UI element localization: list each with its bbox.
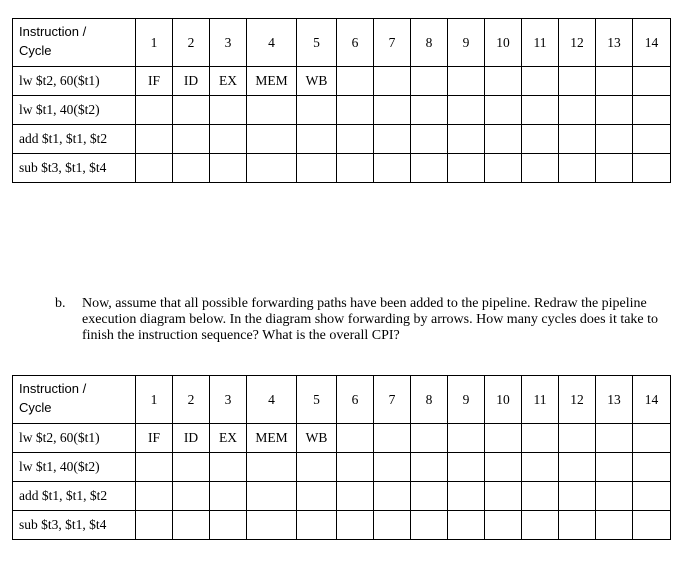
stage-cell <box>210 154 247 183</box>
header-label-line1: Instruction / <box>19 381 87 396</box>
cycle-number: 11 <box>522 376 559 424</box>
stage-cell <box>522 96 559 125</box>
stage-cell <box>297 125 337 154</box>
cycle-number: 2 <box>173 19 210 67</box>
stage-cell <box>297 453 337 482</box>
header-label-line2: Cycle <box>19 43 52 58</box>
instruction-row <box>13 424 671 453</box>
stage-cell <box>297 511 337 540</box>
stage-cell <box>596 67 633 96</box>
stage-cell <box>337 511 374 540</box>
stage-cell: IF <box>136 424 173 453</box>
stage-cell <box>374 482 411 511</box>
stage-cell <box>448 482 485 511</box>
stage-cell <box>210 482 247 511</box>
stage-cell <box>297 96 337 125</box>
stage-cell <box>559 482 596 511</box>
stage-cell <box>297 482 337 511</box>
cycle-number: 11 <box>522 19 559 67</box>
instruction-cycle-header <box>13 19 136 67</box>
stage-cell <box>485 96 522 125</box>
instruction-label: lw $t1, 40($t2) <box>13 96 136 125</box>
cycle-number: 5 <box>297 19 337 67</box>
stage-cell <box>448 125 485 154</box>
header-label-line1: Instruction / <box>19 24 87 39</box>
stage-cell <box>485 125 522 154</box>
stage-cell: MEM <box>247 67 297 96</box>
stage-cell <box>559 511 596 540</box>
stage-cell <box>448 154 485 183</box>
cycle-number: 3 <box>210 376 247 424</box>
stage-cell <box>633 453 671 482</box>
cycle-number: 5 <box>297 376 337 424</box>
stage-cell <box>173 96 210 125</box>
cycle-number: 8 <box>411 19 448 67</box>
cycle-number: 2 <box>173 376 210 424</box>
cycle-number: 3 <box>210 19 247 67</box>
stage-cell <box>136 511 173 540</box>
stage-cell <box>448 511 485 540</box>
pipeline-table-2 <box>12 375 671 540</box>
stage-cell <box>522 67 559 96</box>
cycle-number: 14 <box>633 376 671 424</box>
cycle-number: 6 <box>337 19 374 67</box>
stage-cell <box>337 125 374 154</box>
stage-cell <box>210 453 247 482</box>
stage-cell <box>374 96 411 125</box>
instruction-row <box>13 511 671 540</box>
stage-cell <box>337 67 374 96</box>
cycle-number: 1 <box>136 19 173 67</box>
stage-cell <box>633 125 671 154</box>
stage-cell <box>173 482 210 511</box>
question-marker: b. <box>55 296 66 311</box>
stage-cell <box>247 96 297 125</box>
instruction-row <box>13 453 671 482</box>
stage-cell <box>485 511 522 540</box>
stage-cell: WB <box>297 424 337 453</box>
stage-cell <box>173 154 210 183</box>
instruction-row <box>13 67 671 96</box>
cycle-number: 1 <box>136 376 173 424</box>
stage-cell <box>522 424 559 453</box>
stage-cell <box>559 154 596 183</box>
stage-cell <box>448 424 485 453</box>
header-row <box>13 376 671 424</box>
instruction-label: lw $t2, 60($t1) <box>13 424 136 453</box>
stage-cell <box>448 96 485 125</box>
cycle-number: 12 <box>559 19 596 67</box>
cycle-number: 7 <box>374 376 411 424</box>
header-row <box>13 19 671 67</box>
stage-cell: WB <box>297 67 337 96</box>
stage-cell <box>596 511 633 540</box>
stage-cell <box>411 424 448 453</box>
stage-cell <box>374 453 411 482</box>
stage-cell <box>411 67 448 96</box>
stage-cell <box>337 453 374 482</box>
stage-cell <box>522 125 559 154</box>
instruction-label: lw $t2, 60($t1) <box>13 67 136 96</box>
stage-cell <box>210 511 247 540</box>
stage-cell: ID <box>173 67 210 96</box>
question-b <box>55 296 675 344</box>
instruction-label: add $t1, $t1, $t2 <box>13 125 136 154</box>
pipeline-table-1 <box>12 18 671 183</box>
stage-cell <box>136 154 173 183</box>
stage-cell <box>173 125 210 154</box>
stage-cell <box>374 424 411 453</box>
instruction-row <box>13 125 671 154</box>
stage-cell <box>210 125 247 154</box>
stage-cell <box>596 424 633 453</box>
stage-cell <box>522 154 559 183</box>
stage-cell <box>247 511 297 540</box>
stage-cell <box>337 96 374 125</box>
stage-cell <box>374 511 411 540</box>
stage-cell <box>374 67 411 96</box>
header-label-line2: Cycle <box>19 400 52 415</box>
stage-cell <box>173 453 210 482</box>
cycle-number: 9 <box>448 376 485 424</box>
cycle-number: 10 <box>485 376 522 424</box>
stage-cell <box>247 482 297 511</box>
stage-cell <box>633 482 671 511</box>
stage-cell <box>297 154 337 183</box>
cycle-number: 4 <box>247 376 297 424</box>
stage-cell <box>633 424 671 453</box>
stage-cell <box>411 154 448 183</box>
cycle-number: 10 <box>485 19 522 67</box>
stage-cell <box>411 511 448 540</box>
stage-cell <box>247 125 297 154</box>
stage-cell <box>247 154 297 183</box>
question-text: Now, assume that all possible forwarding paths have been added to the pipeline. Redraw the pipeline execution diagram below. In the diagram show forwarding by arrows. How many cycles does it take to finish the instruction sequence? What is the overall CPI? <box>82 296 659 343</box>
stage-cell <box>411 125 448 154</box>
instruction-label: add $t1, $t1, $t2 <box>13 482 136 511</box>
stage-cell <box>559 67 596 96</box>
stage-cell: EX <box>210 424 247 453</box>
instruction-row <box>13 154 671 183</box>
stage-cell <box>633 154 671 183</box>
cycle-number: 4 <box>247 19 297 67</box>
cycle-number: 8 <box>411 376 448 424</box>
stage-cell <box>337 154 374 183</box>
instruction-row <box>13 96 671 125</box>
stage-cell <box>485 482 522 511</box>
stage-cell: IF <box>136 67 173 96</box>
instruction-label: lw $t1, 40($t2) <box>13 453 136 482</box>
stage-cell <box>374 125 411 154</box>
stage-cell <box>633 96 671 125</box>
stage-cell <box>485 424 522 453</box>
instruction-cycle-header <box>13 376 136 424</box>
stage-cell <box>337 424 374 453</box>
cycle-number: 13 <box>596 19 633 67</box>
stage-cell <box>337 482 374 511</box>
instruction-label: sub $t3, $t1, $t4 <box>13 511 136 540</box>
stage-cell <box>596 453 633 482</box>
stage-cell <box>411 453 448 482</box>
instruction-label: sub $t3, $t1, $t4 <box>13 154 136 183</box>
stage-cell <box>559 453 596 482</box>
stage-cell: ID <box>173 424 210 453</box>
stage-cell: EX <box>210 67 247 96</box>
stage-cell <box>448 67 485 96</box>
stage-cell <box>485 67 522 96</box>
stage-cell <box>596 154 633 183</box>
stage-cell <box>136 453 173 482</box>
stage-cell <box>136 482 173 511</box>
stage-cell <box>559 96 596 125</box>
stage-cell <box>596 125 633 154</box>
stage-cell <box>374 154 411 183</box>
stage-cell <box>411 482 448 511</box>
stage-cell <box>596 96 633 125</box>
stage-cell <box>522 453 559 482</box>
stage-cell <box>559 125 596 154</box>
cycle-number: 13 <box>596 376 633 424</box>
stage-cell <box>485 154 522 183</box>
stage-cell <box>559 424 596 453</box>
cycle-number: 7 <box>374 19 411 67</box>
stage-cell <box>522 482 559 511</box>
cycle-number: 9 <box>448 19 485 67</box>
stage-cell <box>247 453 297 482</box>
stage-cell <box>136 96 173 125</box>
cycle-number: 12 <box>559 376 596 424</box>
stage-cell <box>633 511 671 540</box>
stage-cell <box>633 67 671 96</box>
stage-cell <box>522 511 559 540</box>
instruction-row <box>13 482 671 511</box>
cycle-number: 14 <box>633 19 671 67</box>
cycle-number: 6 <box>337 376 374 424</box>
stage-cell <box>136 125 173 154</box>
stage-cell <box>411 96 448 125</box>
stage-cell <box>210 96 247 125</box>
stage-cell <box>448 453 485 482</box>
stage-cell: MEM <box>247 424 297 453</box>
stage-cell <box>596 482 633 511</box>
stage-cell <box>485 453 522 482</box>
stage-cell <box>173 511 210 540</box>
